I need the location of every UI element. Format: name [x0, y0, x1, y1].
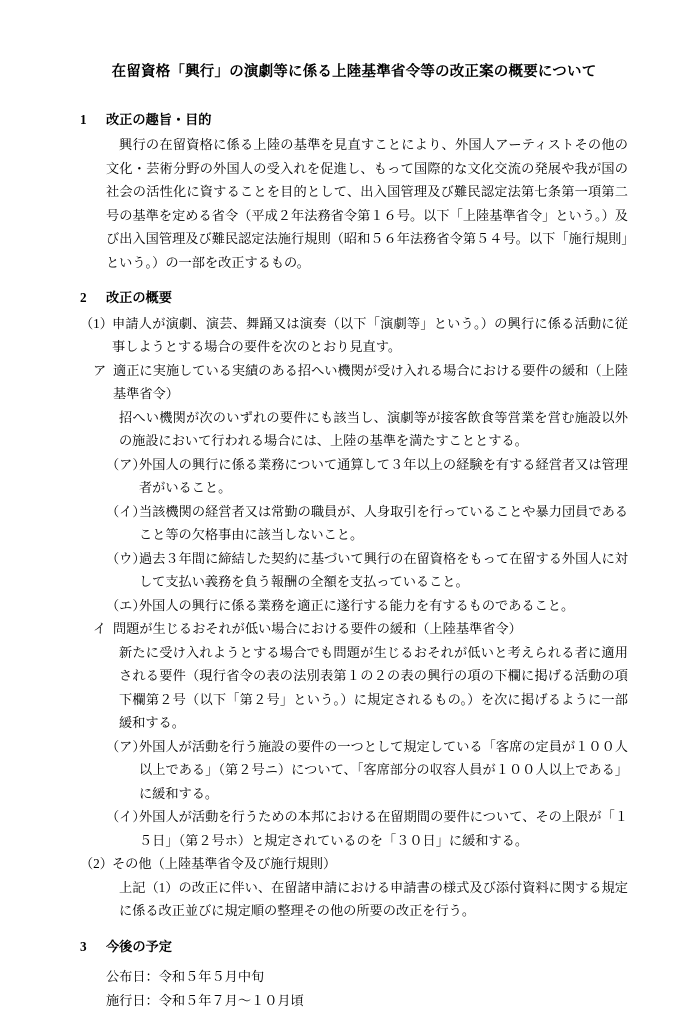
list-item [106, 805, 628, 852]
item-text: 新たに受け入れようとする場合でも問題が生じるおそれが低いと考えられる者に適用される要件（現行省令の表の法別表第１の２の表の興行の項の下欄に掲げる活動の項下欄第２号（以下「第２号」という。）に規定されるもの。）を次に掲げるように一部緩和する。 [119, 644, 628, 731]
item-marker: （ア） [106, 738, 146, 754]
item-text: 外国人が活動を行う施設の要件の一つとして規定している「客席の定員が１００人以上である」（第２号ニ）について、「客席部分の収容人員が１００人以上である」に緩和する。 [139, 738, 628, 801]
item-marker: （2） [80, 856, 113, 872]
item-marker: （1） [80, 315, 113, 331]
section-1 [80, 108, 628, 274]
item-marker: （ウ） [106, 550, 146, 566]
section-3-heading [80, 935, 628, 959]
item-text: 外国人の興行に係る業務について通算して３年以上の経験を有する経営者又は管理者がいること。 [139, 456, 628, 496]
list-item [119, 406, 628, 453]
item-text: 上記（1）の改正に伴い、在留諸申請における申請書の様式及び添付資料に関する規定に係る改正並びに規定順の整理その他の所要の改正を行う。 [119, 879, 628, 919]
list-item [106, 594, 628, 618]
item-marker: イ [93, 621, 107, 637]
item-text: 問題が生じるおそれが低い場合における要件の緩和（上陸基準省令） [113, 621, 522, 637]
item-marker: ア [93, 362, 107, 378]
section-2-title: 改正の概要 [106, 290, 172, 306]
item-text: その他（上陸基準省令及び施行規則） [112, 856, 337, 872]
list-item [80, 312, 628, 359]
list-item [119, 876, 628, 923]
list-item [106, 735, 628, 806]
section-1-body: 興行の在留資格に係る上陸の基準を見直すことにより、外国人アーティストその他の文化・芸術分野の外国人の受入れを促進し、もって国際的な文化交流の発展や我が国の社会の活性化に資することを目的として、出入国管理及び難民認定法第七条第一項第二号の基準を定める省令（平成２年法務省令第１６号。以下「上陸基準省令」という。）及び出入国管理及び難民認定法施行規則（昭和５６年法務省令第５４号。以下「施行規則」という。）の一部を改正するもの。 [106, 137, 628, 270]
item-text: 当該機関の経営者又は常勤の職員が、人身取引を行っていることや暴力団員であること等の欠格事由に該当しないこと。 [139, 503, 628, 543]
schedule-lines [80, 965, 628, 1014]
item-text: 招へい機関が次のいずれの要件にも該当し、演劇等が接客飲食等営業を営む施設以外の施設において行われる場合には、上陸の基準を満たすこととする。 [119, 409, 628, 449]
list-item [93, 359, 628, 406]
list-item [93, 617, 628, 641]
item-marker: （イ） [106, 809, 146, 825]
item-text: 外国人が活動を行うための本邦における在留期間の要件について、その上限が「１５日」（第２号ホ）と規定されているのを「３０日」に緩和する。 [139, 809, 628, 848]
enforcement-date: 施行日：令和５年７月～１０月頃 [106, 993, 304, 1009]
section-3 [80, 935, 628, 1014]
section-2-heading [80, 286, 628, 310]
section-2 [80, 286, 628, 922]
item-marker: （ア） [106, 456, 146, 472]
promulgation-date: 公布日：令和５年５月中旬 [106, 969, 265, 985]
section-1-number: 1 [80, 111, 87, 127]
list-item [106, 453, 628, 500]
page-title: 在留資格「興行」の演劇等に係る上陸基準省令等の改正案の概要について [111, 64, 597, 80]
item-text: 申請人が演劇、演芸、舞踊又は演奏（以下「演劇等」という。）の興行に係る活動に従事しようとする場合の要件を次のとおり見直す。 [112, 315, 628, 355]
section-1-heading [80, 108, 628, 132]
item-text: 過去３年間に締結した契約に基づいて興行の在留資格をもって在留する外国人に対して支払い義務を負う報酬の全額を支払っていること。 [139, 550, 628, 590]
section-3-number: 3 [80, 938, 87, 954]
item-marker: （イ） [106, 503, 146, 519]
section-2-number: 2 [80, 290, 87, 306]
list-item [106, 547, 628, 594]
item-marker: （エ） [106, 597, 146, 613]
item-text: 適正に実施している実績のある招へい機関が受け入れる場合における要件の緩和（上陸基準省令） [113, 362, 628, 402]
section-1-title: 改正の趣旨・目的 [106, 111, 212, 127]
list-item [106, 500, 628, 547]
list-item [119, 641, 628, 735]
list-item [80, 852, 628, 876]
item-text: 外国人の興行に係る業務を適正に遂行する能力を有するものであること。 [139, 597, 575, 613]
section-3-title: 今後の予定 [106, 938, 172, 954]
